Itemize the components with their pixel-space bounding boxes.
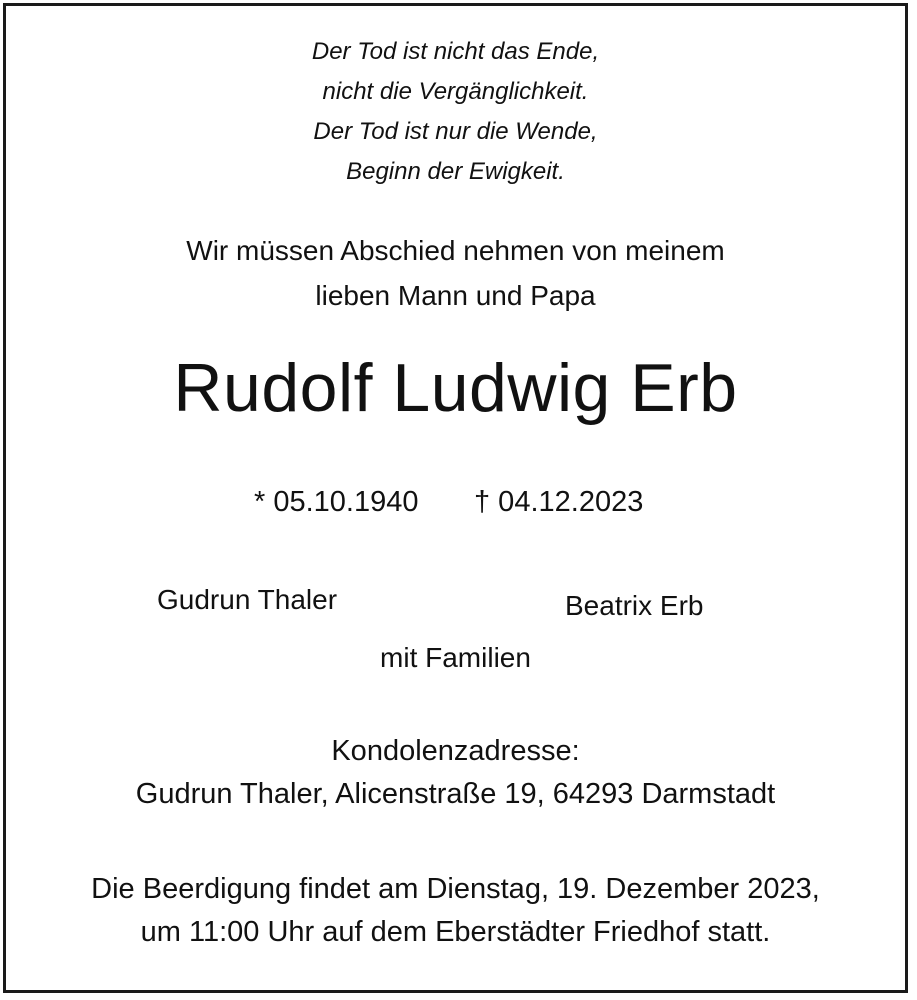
birth-date: * 05.10.1940 <box>254 486 419 518</box>
poem-line: Der Tod ist nicht das Ende, <box>311 38 600 65</box>
deceased-name: Rudolf Ludwig Erb <box>173 350 738 426</box>
death-date: † 04.12.2023 <box>474 486 644 518</box>
funeral-line: Die Beerdigung findet am Dienstag, 19. Dezember 2023, <box>91 873 820 905</box>
poem-line: nicht die Vergänglichkeit. <box>322 78 589 105</box>
poem-line: Der Tod ist nur die Wende, <box>313 118 598 145</box>
funeral-line: um 11:00 Uhr auf dem Eberstädter Friedhof statt. <box>140 916 771 948</box>
condolence-address: Gudrun Thaler, Alicenstraße 19, 64293 Darmstadt <box>135 778 776 810</box>
condolence-heading: Kondolenzadresse: <box>331 735 580 767</box>
mourner-left: Gudrun Thaler <box>157 584 338 615</box>
poem <box>0 32 911 192</box>
intro-line: lieben Mann und Papa <box>315 280 596 311</box>
condolence-block <box>0 730 911 816</box>
intro-line: Wir müssen Abschied nehmen von meinem <box>186 235 725 266</box>
family-note: mit Familien <box>380 642 531 673</box>
farewell-intro <box>0 228 911 318</box>
poem-line: Beginn der Ewigkeit. <box>346 158 565 185</box>
mourner-right: Beatrix Erb <box>565 590 704 621</box>
funeral-info <box>0 868 911 954</box>
